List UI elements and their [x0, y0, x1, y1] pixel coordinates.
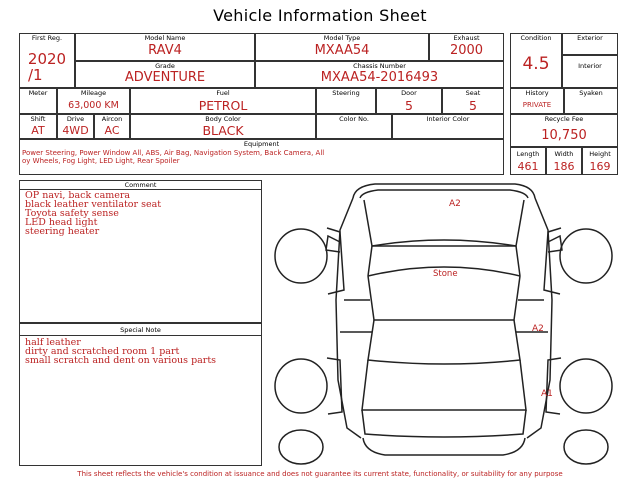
seat-label: Seat	[465, 89, 481, 97]
comment-line: LED head light	[25, 217, 98, 228]
comment-line: black leather ventilator seat	[25, 199, 162, 210]
condition-label: Condition	[520, 34, 552, 42]
comment-line: steering heater	[25, 226, 100, 237]
car-outline	[275, 184, 612, 464]
width-label: Width	[554, 150, 574, 158]
special-note-line: small scratch and dent on various parts	[25, 355, 217, 366]
history-label: History	[525, 89, 549, 97]
model-name-value: RAV4	[148, 43, 182, 58]
length-value: 461	[517, 160, 539, 173]
fuel-value: PETROL	[198, 98, 248, 113]
disclaimer-text: This sheet reflects the vehicle's condition at issuance and does not guarantee its current state, functionality, or suitability for any purpose	[77, 470, 563, 478]
drive-value: 4WD	[62, 124, 89, 137]
recycle-fee-label: Recycle Fee	[544, 115, 584, 123]
model-name-label: Model Name	[144, 34, 186, 42]
exhaust-label: Exhaust	[453, 34, 480, 42]
sheet-title: Vehicle Information Sheet	[213, 6, 427, 25]
damage-mark-right-rear: A1	[541, 389, 553, 399]
aircon-value: AC	[104, 124, 120, 137]
syaken-label: Syaken	[579, 89, 603, 97]
recycle-fee-value: 10,750	[541, 128, 587, 143]
shift-label: Shift	[30, 115, 46, 123]
mileage-label: Mileage	[80, 89, 107, 97]
first-reg-label: First Reg.	[31, 34, 63, 42]
body-color-label: Body Color	[205, 115, 241, 123]
drive-label: Drive	[66, 115, 85, 123]
comment-line: Toyota safety sense	[25, 208, 119, 219]
grade-value: ADVENTURE	[124, 70, 206, 85]
chassis-value: MXAA54-2016493	[320, 70, 439, 85]
door-value: 5	[405, 98, 413, 113]
first-reg-month: /1	[28, 66, 43, 84]
meter-label: Meter	[28, 89, 48, 97]
chassis-label: Chassis Number	[353, 62, 406, 70]
fuel-label: Fuel	[216, 89, 230, 97]
shift-value: AT	[31, 124, 45, 137]
height-value: 169	[589, 160, 611, 173]
interior-color-label: Interior Color	[426, 115, 470, 123]
mileage-value: 63,000 KM	[68, 100, 119, 111]
aircon-label: Aircon	[101, 115, 123, 123]
comment-label: Comment	[20, 181, 261, 190]
special-note-line: half leather	[25, 337, 81, 348]
condition-value: 4.5	[522, 54, 550, 74]
equipment-value: Power Steering, Power Window All, ABS, Air Bag, Navigation System, Back Camera, All oy Wheels, Fog Light, LED Light, Rear Spoiler	[22, 149, 325, 165]
seat-value: 5	[469, 98, 477, 113]
exterior-label: Exterior	[577, 34, 603, 42]
special-note-label: Special Note	[20, 326, 261, 336]
damage-mark-roof: Stone	[433, 269, 458, 279]
length-label: Length	[516, 150, 540, 158]
exhaust-value: 2000	[449, 43, 484, 58]
body-color-value: BLACK	[202, 123, 244, 138]
steering-label: Steering	[332, 89, 360, 97]
history-value: PRIVATE	[522, 101, 552, 109]
color-no-label: Color No.	[339, 115, 369, 123]
grade-label: Grade	[155, 62, 175, 70]
damage-mark-front: A2	[449, 199, 461, 209]
equipment-label: Equipment	[243, 140, 280, 148]
comment-line: OP navi, back camera	[25, 190, 131, 201]
interior-label: Interior	[578, 62, 602, 70]
damage-mark-right-side: A2	[532, 324, 544, 334]
height-label: Height	[589, 150, 611, 158]
first-reg-year: 2020	[27, 50, 67, 68]
special-note-line: dirty and scratched room 1 part	[25, 346, 180, 357]
model-type-label: Model Type	[323, 34, 361, 42]
door-label: Door	[401, 89, 417, 97]
width-value: 186	[553, 160, 575, 173]
model-type-value: MXAA54	[314, 43, 370, 58]
